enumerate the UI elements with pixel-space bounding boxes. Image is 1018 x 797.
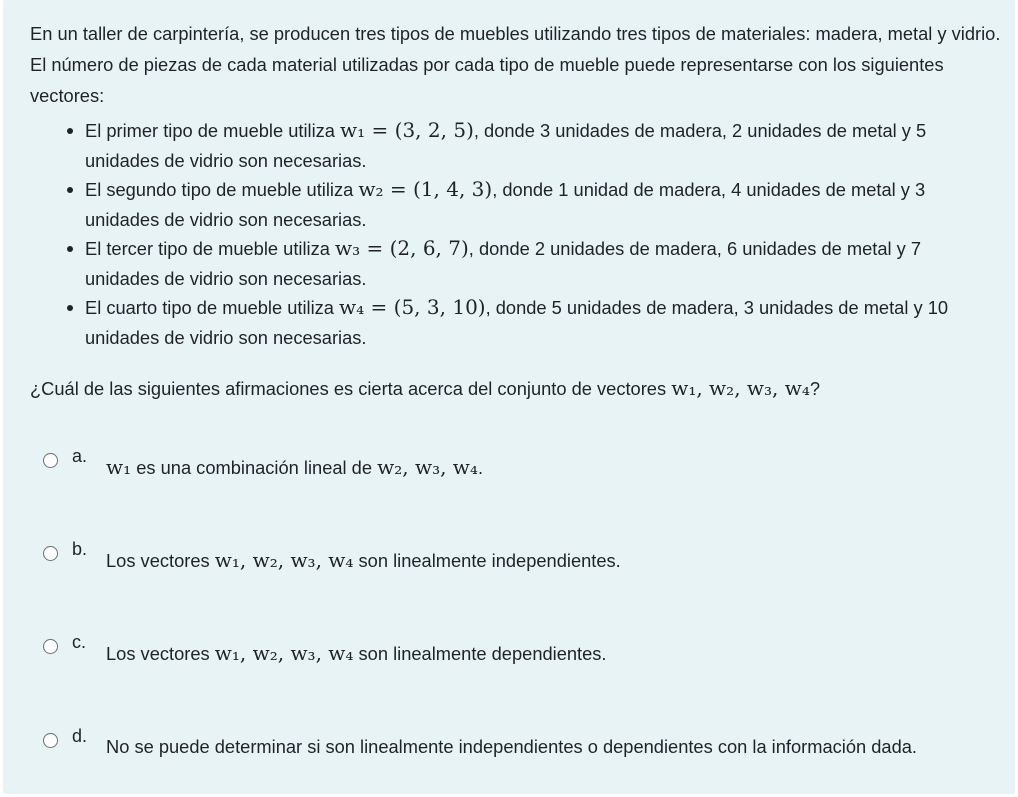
vector-item: El primer tipo de mueble utiliza w₁ = (3, 2, 5), donde 3 unidades de madera, 2 unidades de metal y 5 unidades de vidrio son necesarias. <box>61 116 996 175</box>
math-expression: w₁, w₂, w₃, w₄ <box>214 641 354 665</box>
radio-button-a[interactable] <box>43 453 58 468</box>
math-expression: w₁ <box>106 455 132 479</box>
option-text[interactable]: w₁ es una combinación lineal de w₂, w₃, w₄. <box>106 455 484 479</box>
radio-button-d[interactable] <box>43 733 58 748</box>
vector-item: El segundo tipo de mueble utiliza w₂ = (1, 4, 3), donde 1 unidad de madera, 4 unidades de metal y 3 unidades de vidrio son necesarias. <box>61 175 996 234</box>
option-text[interactable]: No se puede determinar si son linealmente independientes o dependientes con la información dada. <box>106 736 918 757</box>
math-expression: w₂, w₃, w₄ <box>377 455 478 479</box>
option-letter: b. <box>72 539 88 559</box>
answer-option-d[interactable] <box>43 726 993 769</box>
math-expression: w₁, w₂, w₃, w₄ <box>671 376 810 400</box>
option-text[interactable]: Los vectores w₁, w₂, w₃, w₄ son linealmente dependientes. <box>106 641 607 665</box>
vector-list <box>61 116 996 352</box>
math-expression: w₁ = (3, 2, 5) <box>340 118 474 142</box>
vector-item: El tercer tipo de mueble utiliza w₃ = (2, 6, 7), donde 2 unidades de madera, 6 unidades de metal y 7 unidades de vidrio son necesarias. <box>61 234 996 293</box>
question-panel <box>3 0 1015 794</box>
question-intro: En un taller de carpintería, se producen tres tipos de muebles utilizando tres tipos de materiales: madera, metal y vidrio. El número de piezas de cada material utilizadas por cada tipo de mueble puede representarse con los siguientes vectores: <box>30 23 1001 106</box>
answer-option-c[interactable] <box>43 632 993 675</box>
math-expression: w₄ = (5, 3, 10) <box>339 295 486 319</box>
radio-button-b[interactable] <box>43 546 58 561</box>
option-text[interactable]: Los vectores w₁, w₂, w₃, w₄ son linealmente independientes. <box>106 548 621 572</box>
answer-option-a[interactable] <box>43 446 993 489</box>
math-expression: w₃ = (2, 6, 7) <box>334 236 469 260</box>
vector-item: El cuarto tipo de mueble utiliza w₄ = (5, 3, 10), donde 5 unidades de madera, 3 unidades de metal y 10 unidades de vidrio son necesarias. <box>61 293 996 352</box>
option-letter: c. <box>72 632 87 652</box>
radio-button-c[interactable] <box>43 639 58 654</box>
option-letter: d. <box>72 726 88 746</box>
question-prompt: ¿Cuál de las siguientes afirmaciones es cierta acerca del conjunto de vectores w₁, w₂, w₃, w₄? <box>30 376 821 400</box>
math-expression: w₂ = (1, 4, 3) <box>358 177 493 201</box>
math-expression: w₁, w₂, w₃, w₄ <box>214 548 354 572</box>
answer-option-b[interactable] <box>43 539 993 582</box>
option-letter: a. <box>72 446 88 466</box>
